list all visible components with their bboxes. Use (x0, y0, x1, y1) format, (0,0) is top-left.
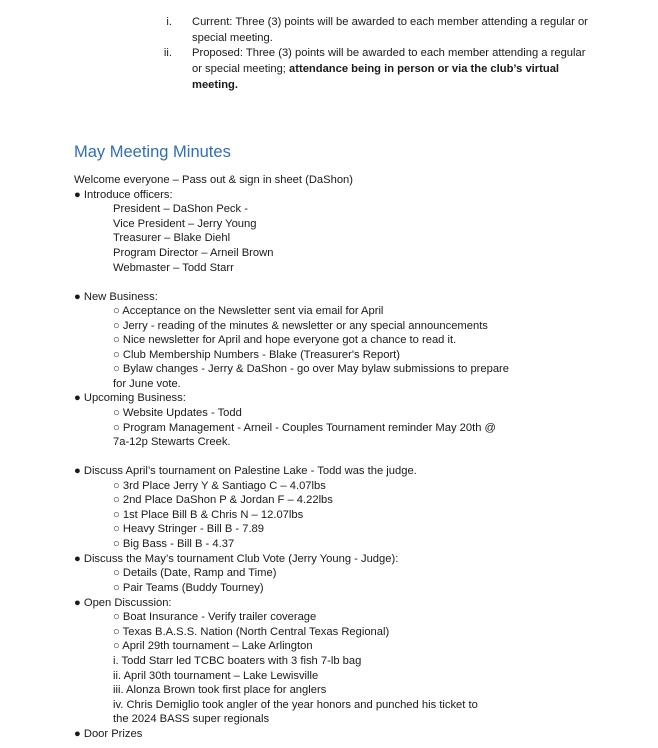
door-prizes-heading: ● Door Prizes (74, 728, 143, 740)
proposed-rule-line-1: Proposed: Three (3) points will be awarded to each member attending a regular (192, 47, 586, 59)
list-item-continued: 7a-12p Stewarts Creek. (113, 436, 231, 448)
officer-president: President – DaShon Peck - (113, 203, 248, 215)
section-title: May Meeting Minutes (74, 143, 231, 161)
list-item: ○ 2nd Place DaShon P & Jordan F – 4.22lbs (113, 494, 333, 506)
list-item: ○ Nice newsletter for April and hope everyone got a chance to read it. (113, 334, 457, 346)
list-item: ○ Program Management - Arneil - Couples Tournament reminder May 20th @ (113, 422, 496, 434)
list-item: ○ Website Updates - Todd (113, 407, 242, 419)
list-item: ○ Pair Teams (Buddy Tourney) (113, 582, 264, 594)
proposed-rule-line-2-bold: attendance being in person or via the club’s virtual (289, 63, 560, 75)
officer-treasurer: Treasurer – Blake Diehl (113, 232, 231, 244)
officer-program-director: Program Director – Arneil Brown (113, 247, 274, 259)
open-discussion-heading: ● Open Discussion: (74, 597, 172, 609)
list-item-continued: the 2024 BASS super regionals (113, 713, 270, 725)
list-number-i: i. (166, 16, 172, 28)
april-tournament-heading: ● Discuss April’s tournament on Palestine Lake - Todd was the judge. (74, 465, 417, 477)
list-item: iii. Alonza Brown took first place for anglers (113, 684, 327, 696)
upcoming-business-heading: ● Upcoming Business: (74, 392, 186, 404)
list-item: ○ Acceptance on the Newsletter sent via email for April (113, 305, 384, 317)
proposed-rule-line-2-plain: or special meeting; (192, 63, 290, 75)
list-item: ○ Boat Insurance - Verify trailer coverage (113, 611, 317, 623)
welcome-line: Welcome everyone – Pass out & sign in sheet (DaShon) (74, 174, 354, 186)
list-item: ○ Bylaw changes - Jerry & DaShon - go over May bylaw submissions to prepare (113, 363, 510, 375)
proposed-rule-line-3: meeting. (192, 79, 239, 91)
proposed-rule-line-2 (192, 62, 559, 76)
list-item: ii. April 30th tournament – Lake Lewisville (113, 670, 319, 682)
officer-webmaster: Webmaster – Todd Starr (113, 262, 234, 274)
list-item: ○ Jerry - reading of the minutes & newsletter or any special announcements (113, 320, 488, 332)
list-item: ○ Texas B.A.S.S. Nation (North Central Texas Regional) (113, 626, 390, 638)
list-item: ○ Big Bass - Bill B - 4.37 (113, 538, 235, 550)
list-item-continued: for June vote. (113, 378, 181, 390)
current-rule-line-1: Current: Three (3) points will be awarded to each member attending a regular or (192, 16, 588, 28)
list-item: ○ April 29th tournament – Lake Arlington (113, 640, 313, 652)
officers-heading: ● Introduce officers: (74, 189, 173, 201)
list-item: ○ 1st Place Bill B & Chris N – 12.07lbs (113, 509, 304, 521)
may-tournament-heading: ● Discuss the May’s tournament Club Vote (Jerry Young - Judge): (74, 553, 399, 565)
list-item: ○ Heavy Stringer - Bill B - 7.89 (113, 523, 265, 535)
list-item: iv. Chris Demiglio took angler of the year honors and punched his ticket to (113, 699, 478, 711)
list-item: ○ Details (Date, Ramp and Time) (113, 567, 277, 579)
list-item: i. Todd Starr led TCBC boaters with 3 fish 7-lb bag (113, 655, 362, 667)
officer-vice-president: Vice President – Jerry Young (113, 218, 257, 230)
list-number-ii: ii. (163, 47, 172, 59)
list-item: ○ Club Membership Numbers - Blake (Treasurer's Report) (113, 349, 401, 361)
new-business-heading: ● New Business: (74, 291, 158, 303)
current-rule-line-2: special meeting. (192, 32, 273, 44)
list-item: ○ 3rd Place Jerry Y & Santiago C – 4.07lbs (113, 480, 326, 492)
